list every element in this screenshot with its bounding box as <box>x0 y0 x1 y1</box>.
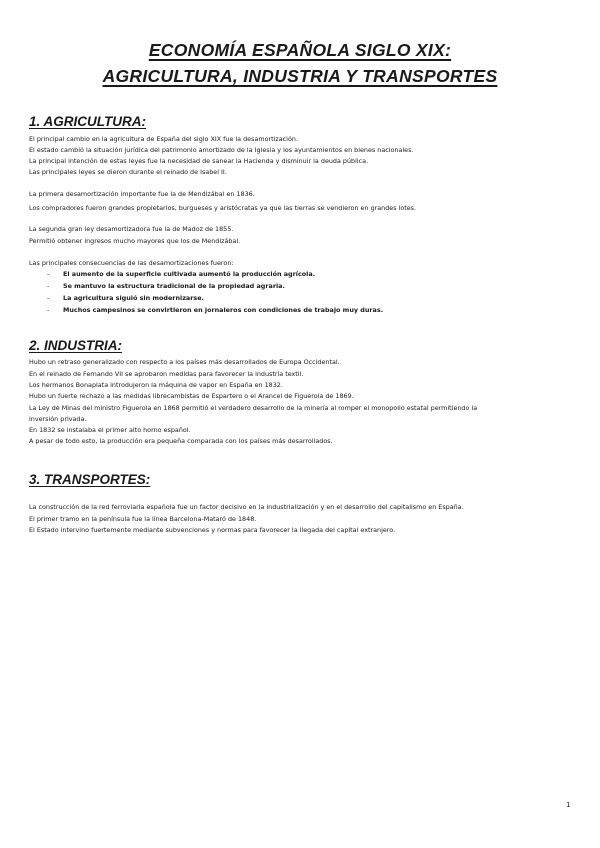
list-item <box>47 294 204 302</box>
paragraph-line: El principal cambio en la agricultura de España del siglo XIX fue la desamortización. <box>29 135 298 143</box>
paragraph-line: La Ley de Minas del ministro Figuerola en 1868 permitió el verdadero desarrollo de la minería al romper el monopolio estatal permitiendo la <box>29 404 478 412</box>
paragraph-line: La construcción de la red ferroviaria española fue un factor decisivo en la industrialización y en el desarrollo del capitalismo en España. <box>29 503 464 511</box>
list-item-text: Muchos campesinos se convirtieron en jornaleros con condiciones de trabajo muy duras. <box>63 306 384 314</box>
list-item <box>47 306 383 314</box>
paragraph-line: En el reinado de Fernando VII se aprobaron medidas para favorecer la industria textil. <box>29 370 304 378</box>
section-heading-industria: 2. INDUSTRIA: <box>29 338 123 353</box>
list-item-text: Se mantuvo la estructura tradicional de la propiedad agraria. <box>63 282 285 290</box>
paragraph-line: Los hermanos Bonaplata introdujeron la máquina de vapor en España en 1832. <box>29 381 283 389</box>
list-item <box>47 270 315 278</box>
paragraph-line: Hubo un fuerte rechazo a las medidas librecambistas de Espartero o el Arancel de Figuerola de 1869. <box>29 392 354 400</box>
paragraph-line: Hubo un retraso generalizado con respecto a los países más desarrollados de Europa Occidental. <box>29 358 340 366</box>
list-dash: - <box>47 306 50 314</box>
paragraph-line: Permitió obtener ingresos mucho mayores que los de Mendizábal. <box>29 237 241 245</box>
paragraph-line: La primera desamortización importante fue la de Mendizábal en 1836. <box>29 190 255 198</box>
title-line-2: AGRICULTURA, INDUSTRIA Y TRANSPORTES <box>102 66 498 86</box>
paragraph-line: A pesar de todo esto, la producción era pequeña comparada con los países más desarrollados. <box>29 437 333 445</box>
page-number: 1 <box>566 801 571 809</box>
paragraph-line: El estado cambió la situación jurídica del patrimonio amortizado de la Iglesia y los ayuntamientos en bienes nacionales. <box>29 146 414 154</box>
section-heading-transportes: 3. TRANSPORTES: <box>29 472 151 487</box>
list-item-text: La agricultura siguió sin modernizarse. <box>63 294 204 302</box>
paragraph-line: Las principales consecuencias de las desamortizaciones fueron: <box>29 259 234 267</box>
paragraph-line: La principal intención de estas leyes fue la necesidad de sanear la Hacienda y disminuir la deuda pública. <box>29 157 369 165</box>
paragraph-line: Los compradores fueron grandes propietarios, burgueses y aristócratas ya que las tierras se vendieron en grandes lotes. <box>29 204 417 212</box>
list-item-text: El aumento de la superficie cultivada aumentó la producción agrícola. <box>63 270 316 278</box>
paragraph-line: Las principales leyes se dieron durante el reinado de Isabel II. <box>29 168 227 176</box>
list-dash: - <box>47 282 50 290</box>
list-dash: - <box>47 294 50 302</box>
paragraph-line: La segunda gran ley desamortizadora fue la de Madoz de 1855. <box>29 225 234 233</box>
list-item <box>47 282 285 290</box>
paragraph-line: En 1832 se instalaba el primer alto horno español. <box>29 426 191 434</box>
list-dash: - <box>47 270 50 278</box>
paragraph-line: El primer tramo en la península fue la línea Barcelona-Mataró de 1848. <box>29 515 257 523</box>
paragraph-line: El Estado intervino fuertemente mediante subvenciones y normas para favorecer la llegada del capital extranjero. <box>29 526 396 534</box>
paragraph-line: inversión privada. <box>29 415 87 423</box>
section-heading-agricultura: 1. AGRICULTURA: <box>29 114 146 129</box>
title-line-1: ECONOMÍA ESPAÑOLA SIGLO XIX: <box>148 40 452 60</box>
